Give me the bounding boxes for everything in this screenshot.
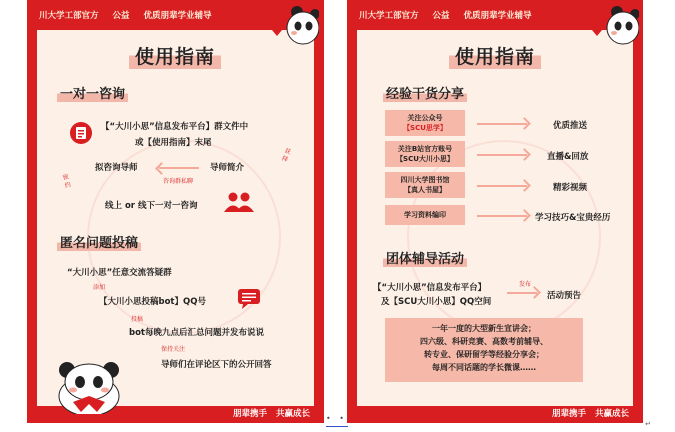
source-bilibili-line1: 关注B站官方账号 (397, 145, 453, 153)
people-icon (222, 191, 254, 213)
source-bilibili-line2: 【SCU大川小思】 (396, 155, 454, 163)
choose-note: 获择 (280, 147, 292, 164)
source-materials-line1: 学习资料编印 (404, 211, 446, 219)
follow-note: 保持关注 (161, 346, 186, 353)
panda-mascot-icon (53, 356, 125, 414)
group-line2: 及【SCU大川小思】QQ空间 (381, 297, 492, 307)
panda-heart-icon (257, 4, 319, 50)
source-library-line2: 【真人书屋】 (404, 186, 446, 194)
anon-line1: “大川小思”任意交流答疑群 (67, 268, 172, 278)
consult-tutor-label: 拟咨询导师 (95, 163, 138, 173)
tag-public: 公益 (432, 11, 450, 21)
events-line3: 转专业、保研留学等经验分享会； (424, 350, 544, 359)
consult-mode: 线上 or 线下一对一咨询 (105, 201, 198, 211)
left-footer: 朋辈携手 共赢成长 (233, 409, 310, 419)
events-line4: 每周不同话题的学长微课…… (432, 363, 536, 372)
panda-heart-icon (577, 4, 639, 50)
arrow-row4 (477, 215, 527, 217)
add-wechat-note: 咨询群私聊 (163, 178, 194, 185)
consult-source-line1: 【“大川小思”信息发布平台】群文件中 (101, 122, 249, 132)
anon-line2: 【大川小思投稿bot】QQ号 (99, 297, 206, 307)
tag-official: 川大学工部官方 (359, 11, 419, 21)
publish-note: 发布 (519, 281, 532, 288)
source-box-wechat (385, 110, 465, 136)
tag-tutoring: 优质朋辈学业辅导 (463, 11, 532, 21)
left-poster (27, 0, 324, 423)
anon-line4: 导师们在评论区下的公开回答 (161, 360, 272, 370)
result-row3: 精彩视频 (553, 183, 588, 193)
message-icon (237, 288, 261, 310)
tag-official: 川大学工部官方 (39, 11, 99, 21)
source-box-materials (385, 205, 465, 225)
section-heading-experience: 经验干货分享 (383, 83, 467, 102)
page-title: 使用指南 (449, 42, 541, 69)
arrow-row3 (477, 185, 527, 187)
section-heading-anonymous: 匿名问题投稿 (57, 232, 141, 251)
right-content (357, 30, 633, 406)
consult-source-line2: 或【使用指南】末尾 (135, 138, 212, 148)
group-result: 活动预告 (547, 291, 582, 301)
source-box-bilibili (385, 141, 465, 167)
add-note: 添加 (93, 284, 106, 291)
submit-note: 投稿 (131, 316, 144, 323)
group-line1: 【“大川小思”信息发布平台】 (373, 283, 487, 293)
result-row4: 学习技巧&宝贵经历 (535, 213, 611, 223)
right-footer: 朋辈携手 共赢成长 (552, 409, 629, 419)
page-indicator-dots[interactable]: • • (326, 414, 347, 423)
section-heading-group: 团体辅导活动 (383, 248, 467, 267)
source-box-library (385, 172, 465, 198)
appoint-note: 预约 (62, 173, 72, 190)
events-line1: 一年一度的大型新生宣讲会； (432, 324, 536, 333)
left-content (37, 30, 314, 406)
source-wechat-line1: 关注公众号 (407, 114, 443, 122)
paragraph-mark-icon: ↵ (645, 420, 651, 428)
result-row2: 直播&回放 (547, 152, 589, 162)
right-poster (347, 0, 643, 423)
tag-public: 公益 (112, 11, 130, 21)
tutor-intro-label: 导师简介 (210, 163, 245, 173)
document-icon (70, 122, 92, 144)
tag-tutoring: 优质朋辈学业辅导 (143, 11, 212, 21)
events-box (385, 318, 583, 382)
result-row1: 优质推送 (553, 121, 588, 131)
arrow-row1 (477, 123, 527, 125)
source-wechat-line2: 【SCU思学】 (403, 124, 447, 132)
source-library-line1: 四川大学图书馆 (400, 176, 450, 184)
page-title: 使用指南 (129, 42, 221, 69)
arrow-left (159, 167, 199, 169)
arrow-row2 (477, 154, 527, 156)
anon-line3: bot每晚九点后汇总问题并发布说说 (129, 328, 264, 338)
events-line2: 四六级、科研竞赛、高数考前辅导、 (420, 337, 548, 346)
arrow-publish (507, 292, 537, 294)
link-underline[interactable] (326, 426, 348, 427)
section-heading-consult: 一对一咨询 (57, 83, 128, 102)
